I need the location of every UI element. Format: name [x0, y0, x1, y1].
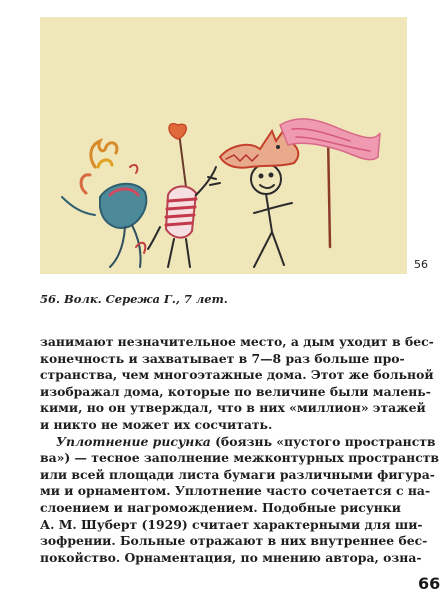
body-text: [40, 334, 438, 566]
stick-figure: [251, 164, 292, 267]
page-number: 66: [418, 574, 441, 593]
text-line: А. М. Шуберт (1929) считает характерными для ши-: [40, 516, 423, 532]
text-line: слоением и нагромождением. Подобные рисунки: [40, 499, 401, 515]
flag: [280, 119, 380, 247]
text-line: или всей площади листа бумаги различными фигура-: [40, 466, 435, 482]
text-line: зофрении. Больные отражают в них внутреннее бес-: [40, 533, 428, 549]
figure-caption: 56. Волк. Сережа Г., 7 лет.: [40, 292, 228, 306]
lead-rest: (боязнь «пустого пространств: [210, 433, 436, 449]
text-line: изображал дома, которые по величине были малень-: [40, 383, 431, 399]
text-line: ми и орнаментом. Уплотнение часто сочетается с на-: [40, 483, 431, 499]
drawing-illustration: [40, 17, 407, 274]
flame-figure: [62, 141, 146, 267]
figure-drawing: [40, 17, 407, 274]
text-line: и никто не может их сосчитать.: [40, 416, 273, 432]
text-line: занимают незначительное место, а дым уходит в бес-: [40, 334, 434, 349]
text-line: покойство. Орнаментация, по мнению автора, озна-: [40, 549, 422, 565]
text-line: странства, чем многоэтажные дома. Этот же больной: [40, 367, 434, 383]
text-line: ва») — тесное заполнение межконтурных пространств: [40, 450, 440, 466]
figure-number: 56: [414, 258, 428, 271]
italic-term: Уплотнение рисунка: [56, 433, 211, 449]
text-line: конечность и захватывает в 7—8 раз больше про-: [40, 350, 405, 366]
striped-figure: [148, 124, 220, 267]
paragraph-lead: [40, 434, 438, 451]
text-line: кими, но он утверждал, что в них «миллион» этажей: [40, 400, 426, 416]
